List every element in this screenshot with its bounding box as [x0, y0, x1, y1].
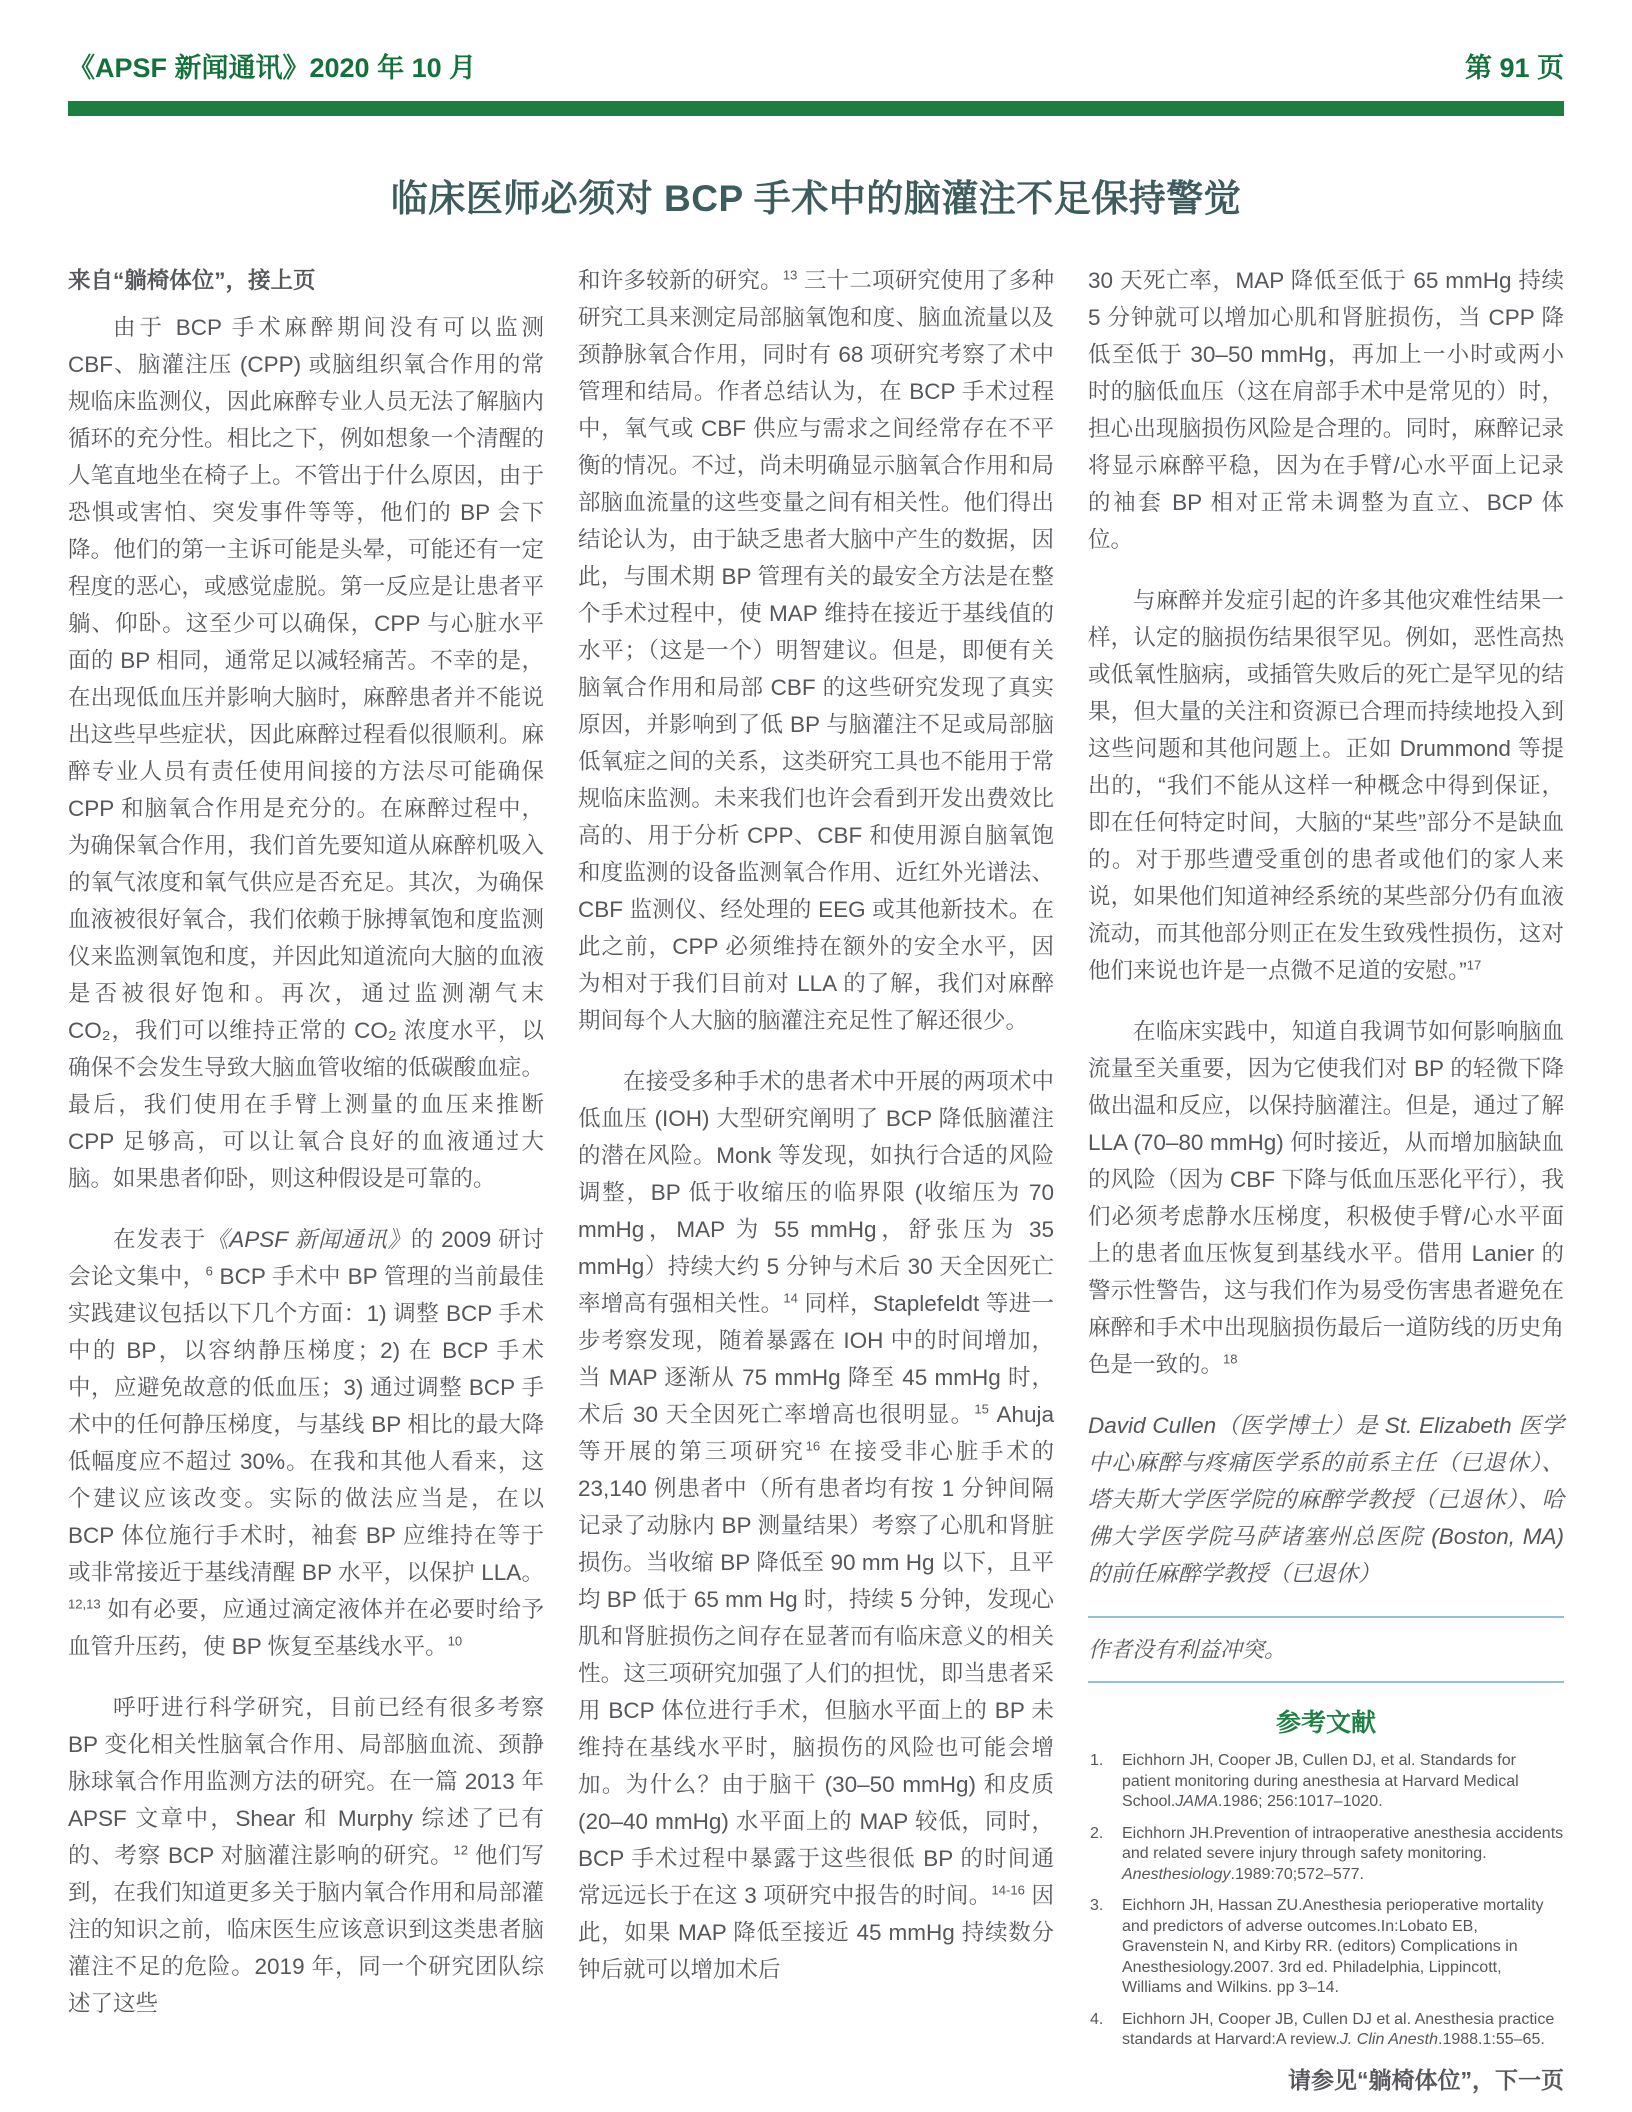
- author-bio: David Cullen（医学博士）是 St. Elizabeth 医学中心麻醉与疼痛医学系的前系主任（已退休）、塔夫斯大学医学院的麻醉学教授（已退休）、哈佛大学医学院马萨诸塞州总医院 (Boston, MA) 的前任麻醉学教授（已退休）: [1088, 1413, 1564, 1586]
- reference-item: [1088, 1751, 1564, 1813]
- reference-text: Eichhorn JH, Cooper JB, Cullen DJ et al. Anesthesia practice standards at Harvard:A review.J. Clin Anesth.1988.1:55–65.: [1122, 2010, 1555, 2048]
- reference-list: [1088, 1751, 1564, 2051]
- page-header: [68, 46, 1564, 85]
- reference-item: [1088, 1824, 1564, 1886]
- reference-number: 3.: [1090, 1897, 1104, 1914]
- paragraph: 由于 BCP 手术麻醉期间没有可以监测 CBF、脑灌注压 (CPP) 或脑组织氧合作用的常规临床监测仪，因此麻醉专业人员无法了解脑内循环的充分性。相比之下，例如想象一个清醒的人笔直地坐在椅子上。不管出于什么原因，由于恐惧或害怕、突发事件等等，他们的 BP 会下降。他们的第一主诉可能是头晕，可能还有一定程度的恶心，或感觉虚脱。第一反应是让患者平躺、仰卧。这至少可以确保，CPP 与心脏水平面的 BP 相同，通常足以减轻痛苦。不幸的是，在出现低血压并影响大脑时，麻醉患者并不能说出这些早些症状，因此麻醉过程看似很顺利。麻醉专业人员有责任使用间接的方法尽可能确保 CPP 和脑氧合作用是充分的。在麻醉过程中，为确保氧合作用，我们首先要知道从麻醉机吸入的氧气浓度和氧气供应是否充足。其次，为确保血液被很好氧合，我们依赖于脉搏氧饱和度监测仪来监测氧饱和度，并因此知道流向大脑的血液是否被很好饱和。再次，通过监测潮气末 CO₂，我们可以维持正常的 CO₂ 浓度水平，以确保不会发生导致大脑血管收缩的低碳酸血症。最后，我们使用在手臂上测量的血压来推断 CPP 足够高，可以让氧合良好的血液通过大脑。如果患者仰卧，则这种假设是可靠的。: [68, 315, 544, 1191]
- reference-text: Eichhorn JH.Prevention of intraoperative anesthesia accidents and related severe injury through safety monitoring. Anesthesiology.1989:70;572–577.: [1122, 1824, 1564, 1883]
- reference-item: [1088, 2010, 1564, 2051]
- conflict-of-interest-statement: 作者没有利益冲突。: [1088, 1637, 1287, 1662]
- header-divider-bar: [68, 101, 1564, 116]
- column-1: [68, 262, 544, 2112]
- newsletter-masthead-title: 《APSF 新闻通讯》2020 年 10 月: [68, 53, 477, 83]
- column-2: [578, 262, 1054, 2112]
- paragraph: 呼吁进行科学研究，目前已经有很多考察 BP 变化相关性脑氧合作用、局部脑血流、颈静脉球氧合作用监测方法的研究。在一篇 2013 年 APSF 文章中，Shear 和 Murphy 综述了已有的、考察 BCP 对脑灌注影响的研究。$^{12}$ 他们写到，在我们知道更多关于脑内氧合作用和局部灌注的知识之前，临床医生应该意识到这类患者脑灌注不足的危险。2019 年，同一个研究团队综述了这些: [68, 1695, 544, 2016]
- article-title: 临床医师必须对 BCP 手术中的脑灌注不足保持警觉: [390, 178, 1242, 219]
- paragraph: 与麻醉并发症引起的许多其他灾难性结果一样，认定的脑损伤结果很罕见。例如，恶性高热或低氧性脑病，或插管失败后的死亡是罕见的结果，但大量的关注和资源已合理而持续地投入到这些问题和其他问题上。正如 Drummond 等提出的，“我们不能从这样一种概念中得到保证，即在任何特定时间，大脑的“某些”部分不是缺血的。对于那些遭受重创的患者或他们的家人来说，如果他们知道神经系统的某些部分仍有血液流动，而其他部分则正在发生致残性损伤，这对他们来说也许是一点微不足道的安慰。”$^{17}$: [1088, 588, 1564, 983]
- reference-number: 1.: [1090, 1752, 1104, 1769]
- paragraph: 和许多较新的研究。$^{13}$ 三十二项研究使用了多种研究工具来测定局部脑氧饱和度、脑血流量以及颈静脉氧合作用，同时有 68 项研究考察了术中管理和结局。作者总结认为，在 BCP 手术过程中，氧气或 CBF 供应与需求之间经常存在不平衡的情况。不过，尚未明确显示脑氧合作用和局部脑血流量的这些变量之间有相关性。他们得出结论认为，由于缺乏患者大脑中产生的数据，因此，与围术期 BP 管理有关的最安全方法是在整个手术过程中，使 MAP 维持在接近于基线值的水平；（这是一个）明智建议。但是，即便有关脑氧合作用和局部 CBF 的这些研究发现了真实原因，并影响到了低 BP 与脑灌注不足或局部脑低氧症之间的关系，这类研究工具也不能用于常规临床监测。未来我们也许会看到开发出费效比高的、用于分析 CPP、CBF 和使用源自脑氧饱和度监测的设备监测氧合作用、近红外光谱法、CBF 监测仪、经处理的 EEG 或其他新技术。在此之前，CPP 必须维持在额外的安全水平，因为相对于我们目前对 LLA 的了解，我们对麻醉期间每个人大脑的脑灌注充足性了解还很少。: [578, 267, 1054, 1033]
- paragraph: 30 天死亡率，MAP 降低至低于 65 mmHg 持续 5 分钟就可以增加心肌和肾脏损伤，当 CPP 降低至低于 30–50 mmHg，再加上一小时或两小时的脑低血压（这在肩部手术中是常见的）时，担心出现脑损伤风险是合理的。同时，麻醉记录将显示麻醉平稳，因为在手臂/心水平面上记录的袖套 BP 相对正常未调整为直立、BCP 体位。: [1088, 268, 1564, 552]
- reference-number: 4.: [1090, 2010, 1104, 2028]
- reference-number: 2.: [1090, 1824, 1104, 1842]
- page-number: 第 91 页: [1464, 53, 1564, 83]
- paragraph: 在临床实践中，知道自我调节如何影响脑血流量至关重要，因为它使我们对 BP 的轻微下降做出温和反应，以保持脑灌注。但是，通过了解 LLA (70–80 mmHg) 何时接近，从而增加脑缺血的风险（因为 CBF 下降与低血压恶化平行），我们必须考虑静水压梯度，积极使手臂/心水平面上的患者血压恢复到基线水平。借用 Lanier 的警示性警告，这与我们作为易受伤害患者避免在麻醉和手术中出现脑损伤最后一道防线的历史角色是一致的。$^{18}$: [1088, 1019, 1564, 1377]
- reference-text: Eichhorn JH, Hassan ZU.Anesthesia perioperative mortality and predictors of adverse outcomes.In:Lobato EB, Gravenstein N, and Kirby RR. (editors) Complications in Anesthesiology.2007. 3rd ed. Philadelphia, Lippincott, Williams and Wilkins. pp 3–14.: [1122, 1897, 1544, 1996]
- article-body: [68, 262, 1564, 2112]
- divider-line: [1088, 1681, 1564, 1683]
- reference-text: Eichhorn JH, Cooper JB, Cullen DJ, et al. Standards for patient monitoring during anesthesia at Harvard Medical School.JAMA.1986; 256:1017–1020.: [1122, 1752, 1519, 1810]
- column-3: [1088, 262, 1564, 2112]
- lead-in-note: 来自“躺椅体位”，接上页: [68, 268, 316, 293]
- paragraph: 在发表于《APSF 新闻通讯》的 2009 研讨会论文集中，$^6$ BCP 手术中 BP 管理的当前最佳实践建议包括以下几个方面：1) 调整 BCP 手术中的 BP，以容纳静压梯度；2) 在 BCP 手术中，应避免故意的低血压；3) 通过调整 BCP 手术中的任何静压梯度，与基线 BP 相比的最大降低幅度应不超过 30%。在我和其他人看来，这个建议应该改变。实际的做法应当是，在以 BCP 体位施行手术时，袖套 BP 应维持在等于或非常接近于基线清醒 BP 水平，以保护 LLA。$^{12,13}$ 如有必要，应通过滴定液体并在必要时给予血管升压药，使 BP 恢复至基线水平。$^{10}$: [68, 1227, 544, 1659]
- references-heading: 参考文献: [1275, 1709, 1376, 1737]
- divider-line: [1088, 1616, 1564, 1618]
- continuation-note: 请参见“躺椅体位”，下一页: [1288, 2066, 1564, 2093]
- reference-item: [1088, 1896, 1564, 1999]
- paragraph: 在接受多种手术的患者术中开展的两项术中低血压 (IOH) 大型研究阐明了 BCP 降低脑灌注的潜在风险。Monk 等发现，如执行合适的风险调整，BP 低于收缩压的临界限 (收缩压为 70 mmHg，MAP 为 55 mmHg，舒张压为 35 mmHg）持续大约 5 分钟与术后 30 天全因死亡率增高有强相关性。$^{14}$ 同样，Staplefeldt 等进一步考察发现，随着暴露在 IOH 中的时间增加，当 MAP 逐渐从 75 mmHg 降至 45 mmHg 时，术后 30 天全因死亡率增高也很明显。$^{15}$ Ahuja 等开展的第三项研究$^{16}$ 在接受非心脏手术的 23,140 例患者中（所有患者均有按 1 分钟间隔记录了动脉内 BP 测量结果）考察了心肌和肾脏损伤。当收缩 BP 降低至 90 mm Hg 以下，且平均 BP 低于 65 mm Hg 时，持续 5 分钟，发现心肌和肾脏损伤之间存在显著而有临床意义的相关性。这三项研究加强了人们的担忧，即当患者采用 BCP 体位进行手术，但脑水平面上的 BP 未维持在基线水平时，脑损伤的风险也可能会增加。为什么？由于脑干 (30–50 mmHg) 和皮质 (20–40 mmHg) 水平面上的 MAP 较低，同时，BCP 手术过程中暴露于这些很低 BP 的时间通常远远长于在这 3 项研究中报告的时间。$^{14-16}$ 因此，如果 MAP 降低至接近 45 mmHg 持续数分钟后就可以增加术后: [578, 1069, 1054, 1982]
